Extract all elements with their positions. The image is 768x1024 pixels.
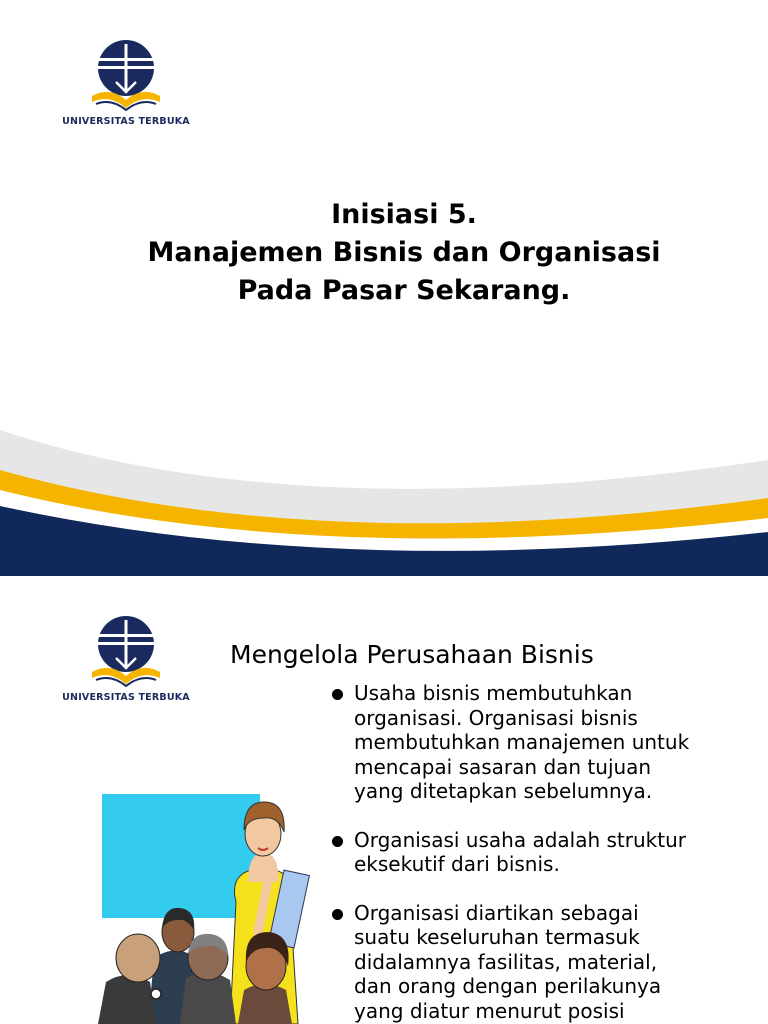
university-logo bbox=[56, 614, 196, 703]
bullet-line: Usaha bisnis membutuhkan bbox=[354, 681, 633, 705]
bullet-line: didalamnya fasilitas, material, bbox=[354, 949, 658, 974]
slide-title: Mengelola Perusahaan Bisnis bbox=[230, 640, 594, 669]
logo-text: UNIVERSITAS TERBUKA bbox=[62, 692, 190, 703]
logo-text: UNIVERSITAS TERBUKA bbox=[62, 116, 190, 127]
bullet-line: Organisasi diartikan sebagai bbox=[354, 900, 639, 925]
presentation-meeting-icon bbox=[98, 782, 323, 1024]
bullet-line: dan orang dengan perilakunya bbox=[354, 974, 662, 998]
ut-emblem-icon bbox=[86, 614, 166, 690]
title-line: Inisiasi 5. bbox=[331, 199, 477, 230]
bullet-line: mencapai sasaran dan tujuan bbox=[354, 754, 652, 779]
bullet-line: yang ditetapkan sebelumnya. bbox=[354, 779, 653, 803]
bullet-line: eksekutif dari bisnis. bbox=[354, 852, 560, 876]
university-logo bbox=[56, 38, 196, 127]
title-line: Manajemen Bisnis dan Organisasi bbox=[147, 237, 661, 268]
bullet-dot-icon bbox=[332, 689, 343, 700]
bullet-item bbox=[330, 681, 760, 804]
decorative-waves bbox=[0, 420, 768, 576]
bullet-list bbox=[330, 681, 760, 1024]
bullet-line: yang diatur menurut posisi bbox=[354, 998, 625, 1023]
ut-emblem-icon bbox=[86, 38, 166, 114]
bullet-dot-icon bbox=[332, 836, 343, 847]
bullet-line: organisasi. Organisasi bisnis bbox=[354, 705, 638, 730]
slide-title bbox=[0, 196, 768, 310]
bullet-line: membutuhkan manajemen untuk bbox=[354, 730, 690, 754]
content-slide bbox=[0, 586, 768, 1024]
title-line: Pada Pasar Sekarang. bbox=[237, 275, 571, 306]
bullet-line: suatu keseluruhan termasuk bbox=[354, 925, 640, 949]
bullet-dot-icon bbox=[332, 909, 343, 920]
bullet-item bbox=[330, 828, 760, 877]
bullet-item bbox=[330, 901, 760, 1024]
bullet-line: Organisasi usaha adalah struktur bbox=[354, 827, 686, 852]
